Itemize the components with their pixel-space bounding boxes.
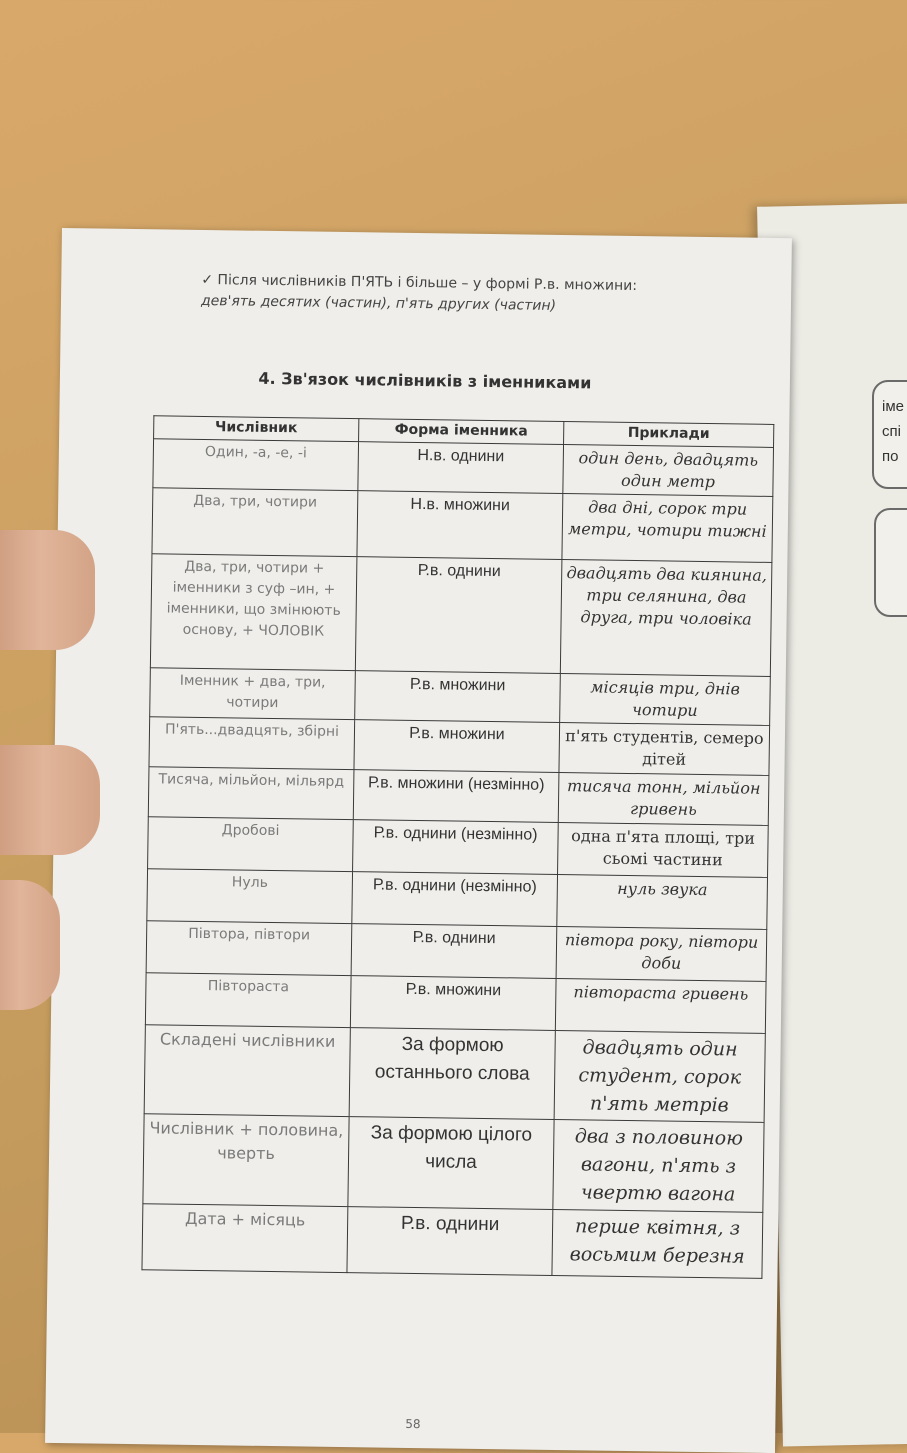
noun-form-cell: Р.в. множини (незмінно): [353, 770, 559, 823]
numeral-cell: Півтораста: [145, 973, 351, 1028]
numerals-nouns-table: [141, 415, 774, 1279]
thumb: [0, 530, 95, 650]
adjacent-page-text-2: спі: [882, 423, 901, 440]
rule-note: [201, 270, 762, 320]
table-row: [149, 717, 770, 776]
numeral-cell: Тисяча, мільйон, мільярд: [148, 767, 354, 820]
table-row: [152, 488, 773, 563]
finger-2: [0, 880, 60, 1010]
noun-form-cell: За формою цілого числа: [348, 1117, 554, 1210]
rule-note-line-1: ✓ Після числівників П'ЯТЬ і більше – у формі Р.в. множини:: [201, 271, 638, 295]
numeral-cell: Складені числівники: [144, 1025, 350, 1117]
examples-cell: двадцять два киянина, три селянина, два друга, три чоловіка: [560, 560, 772, 677]
examples-cell: п'ять студентів, семеро дітей: [559, 722, 770, 775]
table-row: [147, 869, 768, 930]
section-title: 4. Зв'язок числівників з іменниками: [258, 368, 592, 393]
noun-form-cell: Р.в. однини (незмінно): [353, 820, 559, 875]
noun-form-cell: Р.в. однини (незмінно): [352, 872, 558, 927]
table-row: [150, 668, 771, 726]
rule-note-examples: дев'ять десятих (частин), п'ять других (частин): [200, 292, 557, 314]
adjacent-page-card-2: [874, 508, 907, 617]
table-row: [146, 921, 767, 982]
examples-cell: двадцять один студент, сорок п'ять метрів: [554, 1030, 765, 1122]
noun-form-cell: Н.в. однини: [358, 442, 564, 494]
numeral-cell: Один, -а, -е, -і: [153, 439, 359, 491]
numeral-cell: Іменник + два, три, чотири: [150, 668, 356, 720]
noun-form-cell: Р.в. множини: [350, 976, 556, 1031]
table-row: [148, 767, 769, 826]
examples-cell: місяців три, днів чотири: [560, 674, 771, 726]
adjacent-page-text-3: по: [882, 448, 899, 465]
page-number: 58: [405, 1416, 421, 1432]
numeral-cell: Нуль: [147, 869, 353, 924]
table-row: [150, 554, 772, 677]
examples-cell: два з половиною вагони, п'ять з чвертю вагона: [553, 1119, 764, 1212]
adjacent-page-text-1: іме: [882, 398, 904, 415]
numeral-cell: Два, три, чотири + іменники з суф –ин, + іменники, що змінюють основу, + ЧОЛОВІК: [150, 554, 357, 671]
numeral-cell: Два, три, чотири: [152, 488, 358, 557]
noun-form-cell: За формою останнього слова: [349, 1028, 555, 1120]
numeral-cell: Півтора, півтори: [146, 921, 352, 976]
noun-form-cell: Р.в. однини: [347, 1207, 553, 1276]
table-row: [153, 439, 774, 497]
numeral-cell: Числівник + половина, чверть: [143, 1114, 349, 1207]
noun-form-cell: Р.в. множини: [355, 671, 561, 723]
book-page: [45, 228, 792, 1453]
numeral-cell: П'ять...двадцять, збірні: [149, 717, 355, 770]
examples-cell: перше квітня, з восьмим березня: [552, 1209, 763, 1278]
header-numeral: Числівник: [154, 416, 359, 442]
table-row: [142, 1204, 763, 1279]
finger: [0, 745, 100, 855]
table-row: [148, 817, 769, 878]
examples-cell: одна п'ята площі, три сьомі частини: [558, 822, 769, 877]
table-row: [145, 973, 766, 1034]
examples-cell: тисяча тонн, мільйон гривень: [558, 772, 769, 825]
examples-cell: півтораста гривень: [555, 978, 766, 1033]
noun-form-cell: Р.в. множини: [354, 720, 560, 773]
header-noun-form: Форма іменника: [359, 419, 564, 445]
noun-form-cell: Р.в. однини: [355, 557, 562, 674]
examples-cell: півтора року, півтори доби: [556, 926, 767, 981]
numeral-cell: Дата + місяць: [142, 1204, 348, 1273]
header-examples: Приклади: [564, 422, 774, 448]
noun-form-cell: Р.в. однини: [351, 924, 557, 979]
numeral-cell: Дробові: [148, 817, 354, 872]
examples-cell: один день, двадцять один метр: [563, 445, 774, 497]
table-row: [144, 1025, 765, 1123]
noun-form-cell: Н.в. множини: [357, 491, 563, 560]
table-row: [143, 1114, 764, 1213]
examples-cell: нуль звука: [557, 874, 768, 929]
examples-cell: два дні, сорок три метри, чотири тижні: [562, 494, 773, 563]
